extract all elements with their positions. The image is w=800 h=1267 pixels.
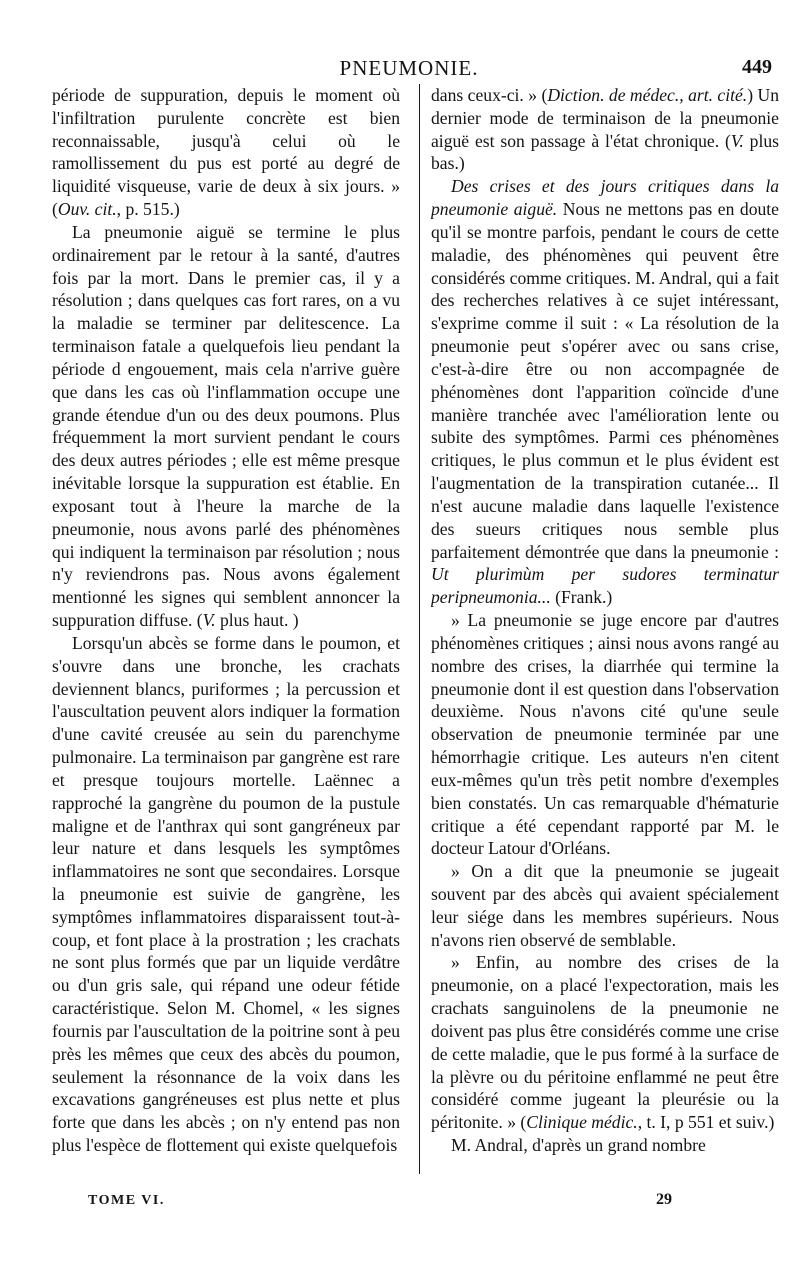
- left-column: [52, 84, 400, 1174]
- paragraph: [52, 84, 400, 221]
- text-segment: » La pneumonie se juge encore par d'autres phénomènes critiques ; ainsi nous avons rangé au nombre des crises, la diarrhée qui termine la pneumonie dont il est question dans l'observation deuxième. Nous n'avons cité qu'une seule observation de pneumonie terminée par une hémorrhagie critique. Les auteurs n'en citent eux-mêmes qu'un très petit nombre d'exemples bien constatés. Un cas remarquable d'hématurie critique a été cependant rapporté par M. le docteur Latour d'Orléans.: [431, 610, 779, 859]
- column-divider: [419, 84, 420, 1174]
- italic-segment: V.: [202, 610, 216, 631]
- text-segment: M. Andral, d'après un grand nombre: [451, 1135, 706, 1156]
- italic-segment: Clinique médic.: [526, 1112, 638, 1133]
- volume-signature: TOME VI.: [88, 1193, 165, 1208]
- paragraph: [431, 175, 779, 609]
- text-columns: [36, 84, 782, 1174]
- page-number: 449: [742, 56, 772, 78]
- paragraph: [431, 860, 779, 951]
- text-segment: Nous ne mettons pas en doute qu'il se montre parfois, pendant le cours de cette maladie, des phénomènes qui peuvent être considérés comme critiques. M. Andral, qui a fait des recherches relatives à ce sujet intéressant, s'exprime comme il suit : « La résolution de la pneumonie peut s'opérer avec ou sans crise, c'est-à-dire être ou non accompagnée de phénomènes dont l'apparition coïncide d'une manière tranchée avec l'amélioration lente ou subite des symptômes. Parmi ces phénomènes critiques, le plus commun et le plus évident est l'augmentation de la transpiration cutanée... Il n'est aucune maladie dans laquelle l'existence des sueurs critiques nous semble plus parfaitement démontrée que dans la pneumonie :: [431, 199, 779, 562]
- text-segment: période de suppuration, depuis le moment où l'infiltration purulente concrète est bien reconnaissable, jusqu'à celui où le ramollissement du pus est porté au degré de liquidité visqueuse, varie de deux à six jours. » (: [52, 85, 400, 220]
- text-segment: , p. 515.): [116, 199, 180, 220]
- text-segment: plus bas.): [431, 130, 779, 174]
- text-segment: » On a dit que la pneumonie se jugeait souvent par des abcès qui avaient spécialement leur siége dans les membres supérieurs. Nous n'avons rien observé de semblable.: [431, 861, 779, 950]
- paragraph: [431, 609, 779, 860]
- running-head: [36, 56, 782, 84]
- paragraph: [431, 951, 779, 1134]
- italic-segment: Des crises et des jours critiques dans la pneumonie aiguë.: [431, 176, 779, 220]
- right-column: [431, 84, 779, 1174]
- italic-segment: V.: [730, 130, 744, 151]
- text-segment: Lorsqu'un abcès se forme dans le poumon, et s'ouvre dans une bronche, les crachats deviennent blancs, puriformes ; la percussion et l'auscultation peuvent alors indiquer la formation d'une cavité creusée au sein du parenchyme pulmonaire. La terminaison par gangrène est rare et presque toujours mortelle. Laënnec a rapproché la gangrène du poumon de la pustule maligne et de l'anthrax qui sont gangréneux par leur nature et dans lesquels les symptômes inflammatoires ne sont que secondaires. Lorsque la pneumonie est suivie de gangrène, les symptômes inflammatoires disparaissent tout-à-coup, et font place à la prostration ; les crachats ne sont plus formés que par un liquide verdâtre ou d'un gris sale, qui répand une odeur fétide caractéristique. Selon M. Chomel, « les signes fournis par l'auscultation de la poitrine sont à peu près les mêmes que ceux des abcès du poumon, seulement la résonnance de la voix dans les excavations gangréneuses est plus nette et plus forte que dans les abcès ; on n'y entend pas non plus l'espèce de flottement qui existe quelquefois: [52, 632, 400, 1156]
- text-segment: ) Un dernier mode de terminaison de la pneumonie aiguë est son passage à l'état chronique. (: [431, 85, 779, 151]
- italic-segment: Diction. de médec., art. cité.: [547, 85, 748, 105]
- italic-segment: Ut plurimùm per sudores terminatur peripneumonia...: [431, 564, 779, 608]
- paragraph: [52, 632, 400, 1157]
- text-segment: La pneumonie aiguë se termine le plus ordinairement par le retour à la santé, d'autres fois par la mort. Dans le premier cas, il y a résolution ; dans quelques cas fort rares, on a vu la maladie se terminer par delitescence. La terminaison fatale a quelquefois lieu pendant la période d engouement, mais cela n'arrive guère que dans les cas où l'inflammation occupe une grande étendue d'un ou des deux poumons. Plus fréquemment la mort survient pendant le cours des deux autres périodes ; elle est même presque inévitable lorsque la suppuration est établie. En exposant tout à l'heure la marche de la pneumonie, nous avons parlé des phénomènes qui indiquent la terminaison par résolution ; nous n'y reviendrons pas. Nous avons également mentionné les signes qui semblent annoncer la suppuration diffuse. (: [52, 221, 400, 631]
- italic-segment: Ouv. cit.: [57, 199, 117, 220]
- text-segment: , t. I, p 551 et suiv.): [637, 1112, 775, 1133]
- sheet-number: 29: [656, 1191, 672, 1208]
- text-segment: » Enfin, au nombre des crises de la pneumonie, on a placé l'expectoration, mais les crachats sanguinolens de la pneumonie ne doivent pas plus être considérés comme une crise de cette maladie, que le pus formé à la surface de la plèvre ou du péritoine enflammé ne peut être considéré comme jugeant la pleurésie ou la péritonite. » (: [431, 952, 779, 1133]
- text-segment: (Frank.): [550, 587, 613, 608]
- paragraph: [52, 221, 400, 632]
- paragraph: [431, 1134, 779, 1157]
- paragraph: [431, 84, 779, 175]
- text-segment: dans ceux-ci. » (: [431, 85, 548, 105]
- running-title: PNEUMONIE.: [339, 56, 479, 80]
- text-segment: plus haut. ): [215, 610, 299, 631]
- page-footer: [36, 1193, 782, 1217]
